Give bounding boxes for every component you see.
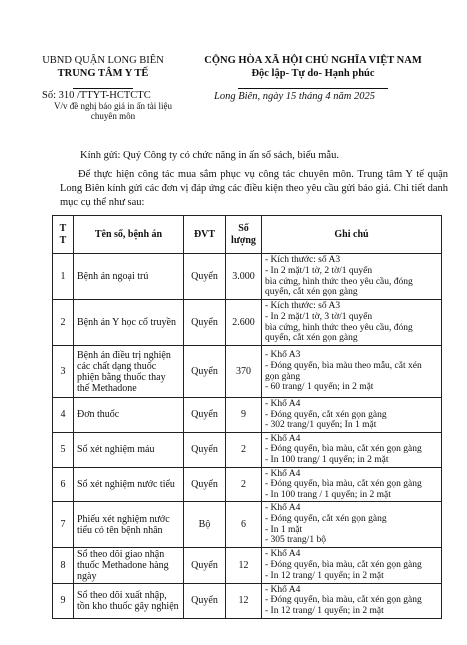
note-line: - 302 trang/1 quyển; In 1 mặt [265,420,377,431]
cell-note [262,432,442,467]
cell-note [262,583,442,618]
cell-unit: Quyển [184,467,226,502]
table-row [53,432,442,467]
note-line: - 60 trang/ 1 quyển; in 2 mặt [265,382,374,393]
table-row [53,300,442,346]
cell-name: Bệnh án ngoại trú [74,254,184,300]
note-line: - Đóng quyển, bìa màu theo mẫu, cắt xén [265,360,422,371]
cell-tt: 2 [53,300,74,346]
note-line: - In 2 mặt/1 tờ, 2 tờ/1 quyển [265,265,373,276]
cell-name: Sổ xét nghiệm máu [74,432,184,467]
header-note: Ghi chú [262,216,442,254]
note-line: - Đóng quyển, bìa màu, cắt xén gọn gàng [265,444,422,455]
header-tt: T T [53,216,74,254]
note-line: - In 12 trang/ 1 quyển; in 2 mặt [265,605,384,616]
document-subject [38,101,188,121]
table-row [53,346,442,398]
cell-unit: Bộ [184,502,226,547]
note-line: - Khổ A4 [265,468,301,479]
salutation: Kính gửi: Quý Công ty có chức năng in ấn sổ sách, biểu mẫu. [80,150,339,161]
table-row [53,583,442,618]
cell-tt: 7 [53,502,74,547]
note-line: bìa cứng, hình thức theo yêu cầu, đóng [265,276,413,287]
header-qty: Số lượng [226,216,262,254]
org-parent: UBND QUẬN LONG BIÊN [42,55,164,66]
cell-unit: Quyển [184,398,226,433]
table-row [53,398,442,433]
intro-text: Để thực hiện công tác mua sắm phục vụ công tác chuyên môn. Trung tâm Y tế quận Long Biên kính gửi các đơn vị đáp ứng các điều kiện theo yêu cầu gửi báo giá. Chi tiết danh mục cụ thể như sau: [60,169,448,208]
note-line: - Đóng quyển, cắt xén gọn gàng [265,409,387,420]
cell-unit: Quyển [184,583,226,618]
note-line: - In 1 mặt [265,524,303,535]
cell-note [262,502,442,547]
note-line: quyển, cắt xén gọn gàng [265,287,358,298]
note-line: - In 2 mặt/1 tờ, 3 tờ/1 quyển [265,311,373,322]
cell-qty: 2 [226,432,262,467]
note-line: - Kích thước: sổ A3 [265,301,341,312]
cell-unit: Quyển [184,254,226,300]
cell-qty: 12 [226,583,262,618]
note-line: - In 100 trang / 1 quyển; in 2 mặt [265,489,391,500]
note-line: - Đóng quyển, cắt xén gọn gàng [265,513,387,524]
cell-unit: Quyển [184,346,226,398]
note-line: - Kích thước: sổ A3 [265,255,341,266]
header-name: Tên sổ, bệnh án [74,216,184,254]
issuing-org [28,54,178,93]
table-row [53,547,442,583]
cell-note [262,547,442,583]
note-line: - Đóng quyển, bìa màu, cắt xén gọn gàng [265,595,422,606]
note-line: bìa cứng, hình thức theo yêu cầu, đóng [265,322,413,333]
note-line: quyển, cắt xén gọn gàng [265,333,358,344]
org-underline [73,88,133,89]
cell-tt: 6 [53,467,74,502]
cell-tt: 4 [53,398,74,433]
subject-line-2: chuyên môn [90,111,136,121]
cell-qty: 2.600 [226,300,262,346]
items-table [52,215,442,619]
note-line: - Đóng quyển, bìa màu, cắt xén gọn gàng [265,559,422,570]
table-row [53,502,442,547]
cell-name: Bệnh án Y học cổ truyền [74,300,184,346]
intro-paragraph [60,168,448,210]
cell-tt: 3 [53,346,74,398]
note-line: - Khổ A4 [265,503,301,514]
cell-note [262,398,442,433]
note-line: - In 12 trang/ 1 quyển; in 2 mặt [265,570,384,581]
cell-qty: 3.000 [226,254,262,300]
cell-note [262,300,442,346]
subject-line-1: V/v đề nghị báo giá in ấn tài liệu [54,101,172,111]
cell-qty: 370 [226,346,262,398]
national-motto [178,54,448,93]
nation-title: CỘNG HÒA XÃ HỘI CHỦ NGHĨA VIỆT NAM [204,55,422,66]
nation-motto: Độc lập- Tự do- Hạnh phúc [251,68,375,79]
cell-name: Sổ theo dõi xuất nhập, tồn kho thuốc gây nghiện [74,583,184,618]
cell-tt: 9 [53,583,74,618]
cell-qty: 2 [226,467,262,502]
document-date: Long Biên, ngày 15 tháng 4 năm 2025 [214,91,375,102]
cell-note [262,346,442,398]
document-number: Số: 310 /TTYT-HCTCTC [42,90,151,101]
cell-name: Sổ xét nghiệm nước tiểu [74,467,184,502]
org-name: TRUNG TÂM Y TẾ [57,68,149,79]
cell-note [262,467,442,502]
table-row [53,467,442,502]
cell-unit: Quyển [184,300,226,346]
motto-underline [238,88,388,89]
table-row [53,254,442,300]
note-line: - Khổ A4 [265,584,301,595]
note-line: - In 100 trang/ 1 quyển; in 2 mặt [265,454,389,465]
cell-tt: 8 [53,547,74,583]
cell-note [262,254,442,300]
cell-name: Đơn thuốc [74,398,184,433]
cell-tt: 1 [53,254,74,300]
note-line: - Khổ A4 [265,433,301,444]
cell-name: Bệnh án điều trị nghiện các chất dạng thuốc phiện bằng thuốc thay thế Methadone [74,346,184,398]
note-line: gọn gàng [265,371,301,382]
cell-name: Sổ theo dõi giao nhận thuốc Methadone hàng ngày [74,547,184,583]
table-header-row [53,216,442,254]
cell-name: Phiếu xét nghiệm nước tiểu có tên bệnh nhân [74,502,184,547]
header-unit: ĐVT [184,216,226,254]
note-line: - Khổ A4 [265,549,301,560]
cell-qty: 12 [226,547,262,583]
note-line: - Đóng quyển, bìa màu, cắt xén gọn gàng [265,479,422,490]
cell-tt: 5 [53,432,74,467]
cell-qty: 9 [226,398,262,433]
cell-unit: Quyển [184,432,226,467]
note-line: - 305 trang/1 bộ [265,535,326,546]
cell-qty: 6 [226,502,262,547]
note-line: - Khổ A3 [265,350,301,361]
note-line: - Khổ A4 [265,399,301,409]
cell-unit: Quyển [184,547,226,583]
